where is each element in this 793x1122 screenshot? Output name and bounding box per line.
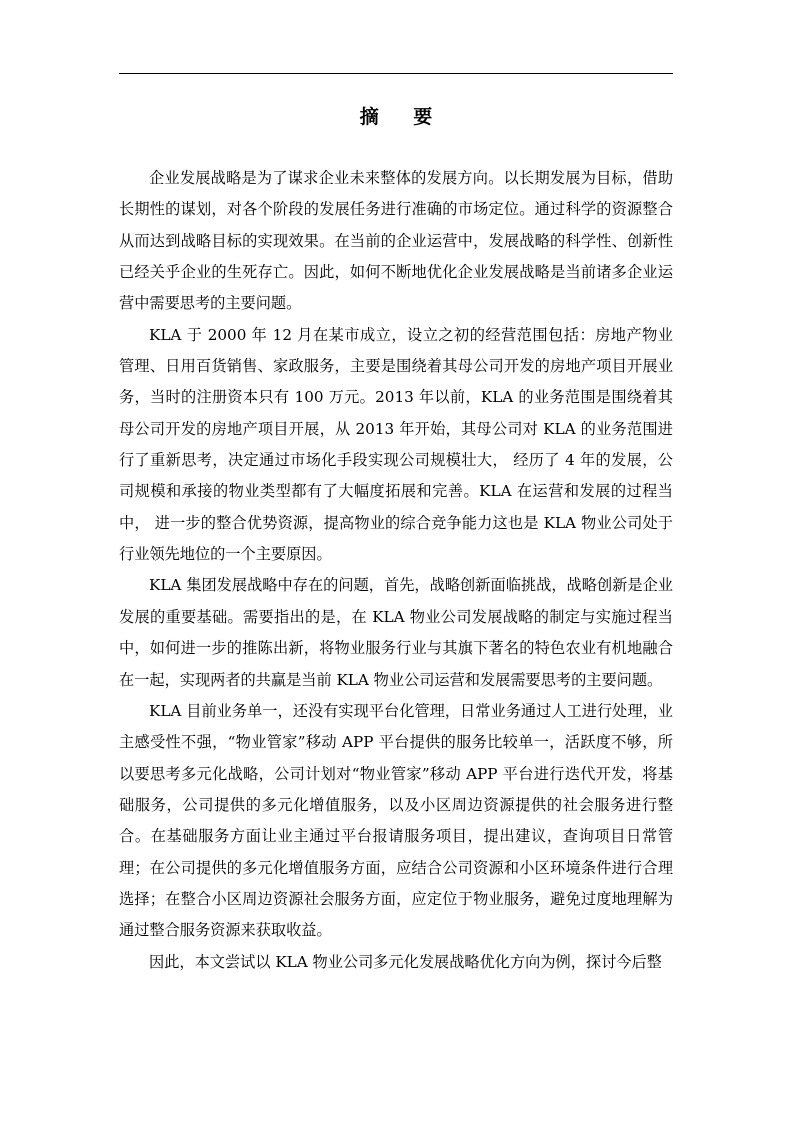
paragraph-1: 企业发展战略是为了谋求企业未来整体的发展方向。以长期发展为目标，借助长期性的谋划，对各个阶段的发展任务进行准确的市场定位。通过科学的资源整合从而达到战略目标的实现效果。在当前的企业运营中，发展战略的科学性、创新性已经关乎企业的生死存亡。因此，如何不断地优化企业发展战略是当前诸多企业运营中需要思考的主要问题。 <box>119 169 673 313</box>
paragraph-3: KLA 集团发展战略中存在的问题，首先，战略创新面临挑战，战略创新是企业发展的重要基础。需要指出的是，在 KLA 物业公司发展战略的制定与实施过程当中，如何进一步的推陈出新，将物业服务行业与其旗下著名的特色农业有机地融合在一起，实现两者的共赢是当前 KLA 物业公司运营和发展需要思考的主要问题。 <box>119 576 673 689</box>
abstract-title: 摘 要 <box>359 106 447 128</box>
header-rule <box>119 73 673 74</box>
paragraph-5: 因此，本文尝试以 KLA 物业公司多元化发展战略优化方向为例，探讨今后整 <box>149 952 662 971</box>
paragraph-4: KLA 目前业务单一，还没有实现平台化管理，日常业务通过人工进行处理，业主感受性不强，“物业管家”移动 APP 平台提供的服务比较单一，活跃度不够，所以要思考多元化战略，公司计划对“物业管家”移动 APP 平台进行迭代开发，将基础服务，公司提供的多元化增值服务，以及小区周边资源提供的社会服务进行整合。在基础服务方面让业主通过平台报请服务项目，提出建议，查询项目日常管理；在公司提供的多元化增值服务方面，应结合公司资源和小区环境条件进行合理选择；在整合小区周边资源社会服务方面，应定位于物业服务，避免过度地理解为通过整合服务资源来获取收益。 <box>119 701 673 940</box>
paragraph-2: KLA 于 2000 年 12 月在某市成立，设立之初的经营范围包括：房地产物业管理、日用百货销售、家政服务，主要是围绕着其母公司开发的房地产项目开展业务，当时的注册资本只有 100 万元。2013 年以前，KLA 的业务范围是围绕着其母公司开发的房地产项目开展，从 2013 年开始，其母公司对 KLA 的业务范围进行了重新思考，决定通过市场化手段实现公司规模壮大， 经历了 4 年的发展，公司规模和承接的物业类型都有了大幅度拓展和完善。KLA 在运营和发展的过程当中， 进一步的整合优势资源，提高物业的综合竞争能力这也是 KLA 物业公司处于行业领先地位的一个主要原因。 <box>119 325 673 564</box>
abstract-body <box>119 163 673 978</box>
